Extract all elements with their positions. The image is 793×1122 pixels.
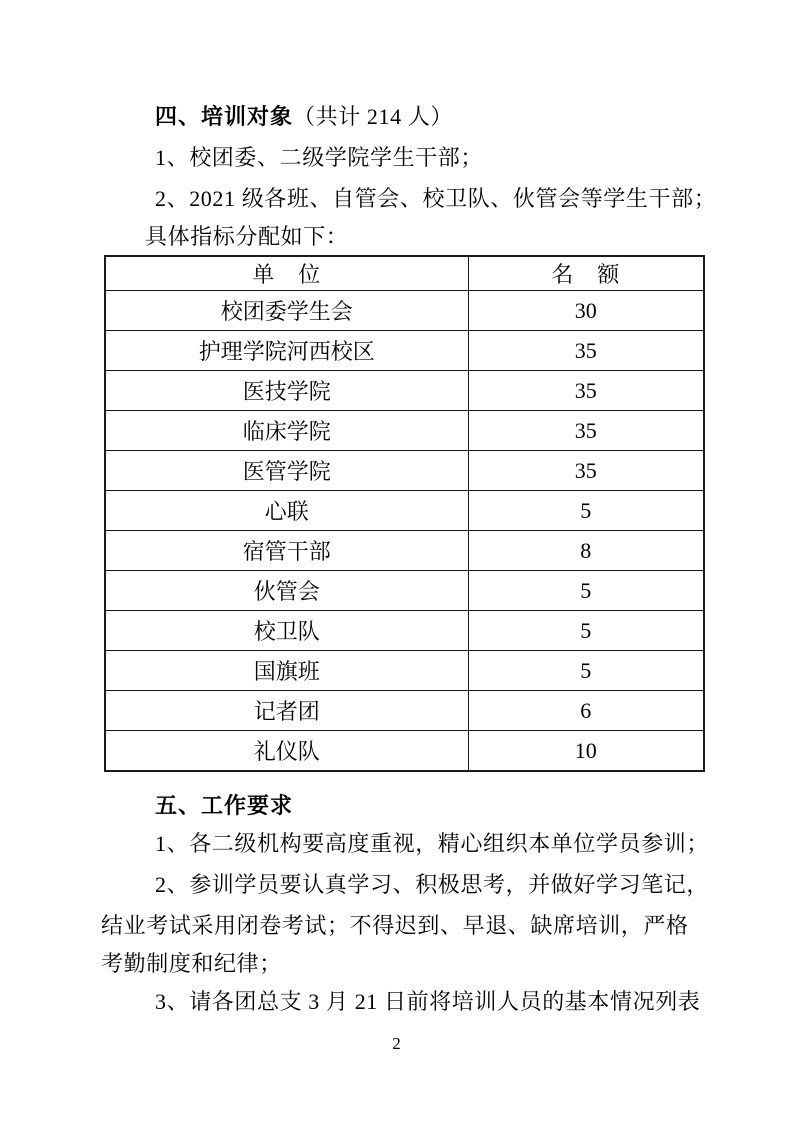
section4-heading-tail: （共计 214 人） xyxy=(293,104,454,129)
section4-heading-bold: 四、培训对象 xyxy=(155,104,294,129)
quota-cell: 35 xyxy=(468,411,704,451)
unit-cell: 记者团 xyxy=(105,691,468,731)
unit-cell: 校卫队 xyxy=(105,611,468,651)
table-row xyxy=(105,371,704,411)
body-line: 1、各二级机构要高度重视，精心组织本单位学员参训； xyxy=(155,831,710,856)
table-row xyxy=(105,571,704,611)
quota-cell: 5 xyxy=(468,611,704,651)
unit-cell: 心联 xyxy=(105,491,468,531)
table-row xyxy=(105,651,704,691)
unit-cell: 伙管会 xyxy=(105,571,468,611)
unit-cell: 临床学院 xyxy=(105,411,468,451)
unit-cell: 护理学院河西校区 xyxy=(105,331,468,371)
table-row xyxy=(105,531,704,571)
quota-cell: 5 xyxy=(468,491,704,531)
body-line: 1、校团委、二级学院学生干部； xyxy=(155,145,484,170)
table-row xyxy=(105,451,704,491)
quota-header-cell: 名 额 xyxy=(468,256,704,291)
unit-cell: 医技学院 xyxy=(105,371,468,411)
table-row xyxy=(105,331,704,371)
table-header-row xyxy=(105,256,704,291)
quota-cell: 35 xyxy=(468,331,704,371)
unit-header-cell: 单 位 xyxy=(105,256,468,291)
table-row xyxy=(105,731,704,772)
page-number: 2 xyxy=(392,1034,401,1053)
section4-heading xyxy=(155,102,453,132)
quota-cell: 35 xyxy=(468,451,704,491)
unit-cell: 礼仪队 xyxy=(105,731,468,772)
quota-cell: 5 xyxy=(468,651,704,691)
body-line: 2、2021 级各班、自管会、校卫队、伙管会等学生干部； xyxy=(155,186,717,211)
unit-cell: 校团委学生会 xyxy=(105,291,468,331)
body-line: 3、请各团总支 3 月 21 日前将培训人员的基本情况列表 xyxy=(155,989,701,1014)
quota-cell: 6 xyxy=(468,691,704,731)
quota-table xyxy=(104,255,705,772)
quota-cell: 8 xyxy=(468,531,704,571)
section5-heading: 五、工作要求 xyxy=(155,793,294,818)
table-row xyxy=(105,411,704,451)
quota-cell: 5 xyxy=(468,571,704,611)
quota-cell: 35 xyxy=(468,371,704,411)
quota-cell: 30 xyxy=(468,291,704,331)
table-row xyxy=(105,691,704,731)
body-line: 2、参训学员要认真学习、积极思考，并做好学习笔记， xyxy=(155,872,710,897)
table-row xyxy=(105,291,704,331)
unit-cell: 宿管干部 xyxy=(105,531,468,571)
body-line: 结业考试采用闭卷考试；不得迟到、早退、缺席培训，严格 xyxy=(101,913,689,938)
body-line: 具体指标分配如下： xyxy=(145,224,349,249)
table-row xyxy=(105,611,704,651)
table-row xyxy=(105,491,704,531)
quota-cell: 10 xyxy=(468,731,704,772)
unit-cell: 国旗班 xyxy=(105,651,468,691)
unit-cell: 医管学院 xyxy=(105,451,468,491)
body-line: 考勤制度和纪律； xyxy=(101,951,282,976)
